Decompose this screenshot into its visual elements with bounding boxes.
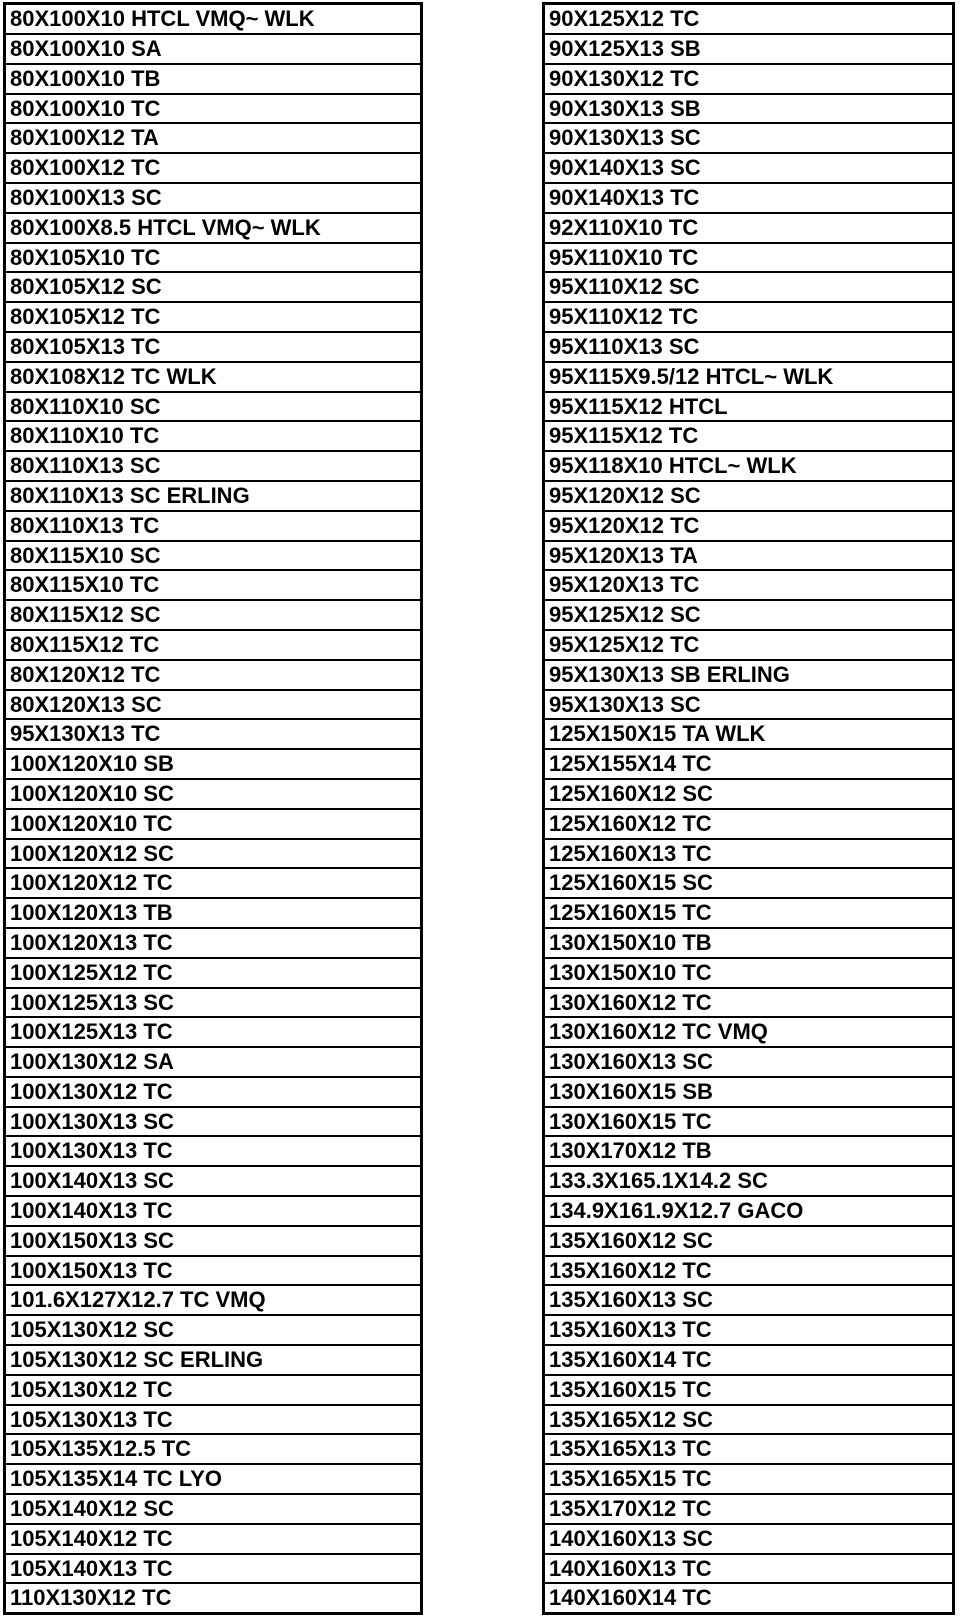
part-cell: 100X125X12 TC: [6, 957, 420, 987]
part-cell: 95X120X12 SC: [545, 480, 952, 510]
part-cell: 95X130X13 SB ERLING: [545, 659, 952, 689]
part-cell: 135X160X15 TC: [545, 1374, 952, 1404]
part-cell: 90X130X13 SC: [545, 122, 952, 152]
part-cell: 135X160X12 TC: [545, 1255, 952, 1285]
part-cell: 101.6X127X12.7 TC VMQ: [6, 1284, 420, 1314]
part-cell: 105X135X12.5 TC: [6, 1433, 420, 1463]
part-cell: 100X120X10 SB: [6, 748, 420, 778]
part-cell: 92X110X10 TC: [545, 212, 952, 242]
part-cell: 140X160X14 TC: [545, 1582, 952, 1612]
part-cell: 135X170X12 TC: [545, 1493, 952, 1523]
part-cell: 95X130X13 SC: [545, 689, 952, 719]
part-cell: 80X115X10 SC: [6, 540, 420, 570]
part-cell: 130X160X13 SC: [545, 1046, 952, 1076]
part-cell: 80X105X12 SC: [6, 271, 420, 301]
part-cell: 80X105X12 TC: [6, 301, 420, 331]
part-cell: 125X160X13 TC: [545, 838, 952, 868]
part-cell: 125X155X14 TC: [545, 748, 952, 778]
part-cell: 90X125X12 TC: [549, 6, 700, 31]
part-cell: 130X170X12 TB: [545, 1135, 952, 1165]
part-cell: 100X130X13 SC: [6, 1106, 420, 1136]
part-cell: 135X165X15 TC: [545, 1463, 952, 1493]
part-cell: 105X130X12 SC ERLING: [6, 1344, 420, 1374]
part-cell: 135X160X12 SC: [545, 1225, 952, 1255]
part-cell: 95X115X9.5/12 HTCL~ WLK: [545, 361, 952, 391]
part-cell: 100X150X13 SC: [6, 1225, 420, 1255]
part-cell: 80X110X13 TC: [6, 510, 420, 540]
part-cell: 100X125X13 SC: [6, 987, 420, 1017]
part-cell: 105X140X12 TC: [6, 1523, 420, 1553]
part-cell: 95X115X12 TC: [545, 420, 952, 450]
part-cell: 130X160X15 SB: [545, 1076, 952, 1106]
part-cell: 100X120X10 TC: [6, 808, 420, 838]
part-cell: 125X160X12 SC: [545, 778, 952, 808]
part-cell: 105X130X12 TC: [6, 1374, 420, 1404]
part-cell: 80X100X10 SA: [6, 33, 420, 63]
part-cell: 90X130X12 TC: [545, 63, 952, 93]
part-cell: 80X115X12 SC: [6, 599, 420, 629]
part-cell: 90X125X13 SB: [545, 33, 952, 63]
part-cell: 140X160X13 TC: [545, 1553, 952, 1583]
part-cell: 105X130X12 SC: [6, 1314, 420, 1344]
part-cell: 100X120X10 SC: [6, 778, 420, 808]
part-cell: 125X160X15 SC: [545, 867, 952, 897]
part-cell: 80X100X10 TC: [6, 93, 420, 123]
part-cell: 95X110X12 TC: [545, 301, 952, 331]
part-cell: 100X130X13 TC: [6, 1135, 420, 1165]
part-cell: 100X125X13 TC: [6, 1016, 420, 1046]
part-cell: 95X120X12 TC: [545, 510, 952, 540]
part-cell: 140X160X13 SC: [545, 1523, 952, 1553]
right-part-column: [542, 2, 955, 1615]
part-cell: 125X150X15 TA WLK: [545, 718, 952, 748]
part-cell: 133.3X165.1X14.2 SC: [545, 1165, 952, 1195]
part-cell: 80X110X13 SC: [6, 450, 420, 480]
part-cell: 90X130X13 SB: [545, 93, 952, 123]
part-cell: 105X135X14 TC LYO: [6, 1463, 420, 1493]
part-cell: 130X150X10 TC: [545, 957, 952, 987]
part-cell: 100X140X13 TC: [6, 1195, 420, 1225]
part-cell: 95X118X10 HTCL~ WLK: [545, 450, 952, 480]
part-cell: 80X110X10 SC: [6, 391, 420, 421]
part-cell: 100X120X12 SC: [6, 838, 420, 868]
part-cell: 130X160X12 TC: [545, 987, 952, 1017]
part-cell: 80X115X12 TC: [6, 629, 420, 659]
part-cell: 100X120X13 TB: [6, 897, 420, 927]
part-cell: 80X100X13 SC: [6, 182, 420, 212]
part-cell: 135X160X14 TC: [545, 1344, 952, 1374]
part-cell: 100X140X13 SC: [6, 1165, 420, 1195]
part-cell: 100X130X12 SA: [6, 1046, 420, 1076]
part-cell: 105X140X13 TC: [6, 1553, 420, 1583]
part-cell: 95X110X13 SC: [545, 331, 952, 361]
part-cell: 135X160X13 SC: [545, 1284, 952, 1314]
part-cell: 125X160X12 TC: [545, 808, 952, 838]
part-cell: 125X160X15 TC: [545, 897, 952, 927]
part-cell: 80X110X13 SC ERLING: [6, 480, 420, 510]
part-cell: 135X165X12 SC: [545, 1404, 952, 1434]
part-cell: 130X160X15 TC: [545, 1106, 952, 1136]
part-cell: 95X110X10 TC: [545, 242, 952, 272]
part-cell: 80X110X10 TC: [6, 420, 420, 450]
part-cell: 80X100X12 TC: [6, 152, 420, 182]
part-cell: 135X165X13 TC: [545, 1433, 952, 1463]
part-cell: 130X160X12 TC VMQ: [545, 1016, 952, 1046]
part-cell: 100X130X12 TC: [6, 1076, 420, 1106]
part-cell: 105X130X13 TC: [6, 1404, 420, 1434]
part-cell: 80X100X10 TB: [6, 63, 420, 93]
part-cell: 95X125X12 TC: [545, 629, 952, 659]
part-cell: 100X150X13 TC: [6, 1255, 420, 1285]
part-cell: 80X105X10 TC: [6, 242, 420, 272]
part-cell: 135X160X13 TC: [545, 1314, 952, 1344]
part-cell: 134.9X161.9X12.7 GACO: [545, 1195, 952, 1225]
part-cell: 80X115X10 TC: [6, 569, 420, 599]
part-cell: 95X125X12 SC: [545, 599, 952, 629]
part-cell: 80X120X13 SC: [6, 689, 420, 719]
part-cell: 80X108X12 TC WLK: [6, 361, 420, 391]
part-cell: 80X105X13 TC: [6, 331, 420, 361]
part-cell: 90X140X13 SC: [545, 152, 952, 182]
part-cell: 95X115X12 HTCL: [545, 391, 952, 421]
part-cell: 95X120X13 TA: [545, 540, 952, 570]
part-cell: 80X100X12 TA: [6, 122, 420, 152]
part-cell: 80X100X10 HTCL VMQ~ WLK: [10, 6, 315, 31]
part-cell: 95X120X13 TC: [545, 569, 952, 599]
part-cell: 95X130X13 TC: [6, 718, 420, 748]
left-part-column: [3, 2, 423, 1615]
part-cell: 90X140X13 TC: [545, 182, 952, 212]
part-cell: 80X120X12 TC: [6, 659, 420, 689]
part-cell: 100X120X13 TC: [6, 927, 420, 957]
part-cell: 105X140X12 SC: [6, 1493, 420, 1523]
part-cell: 130X150X10 TB: [545, 927, 952, 957]
part-cell: 100X120X12 TC: [6, 867, 420, 897]
part-cell: 110X130X12 TC: [6, 1582, 420, 1612]
part-cell: 80X100X8.5 HTCL VMQ~ WLK: [6, 212, 420, 242]
part-cell: 95X110X12 SC: [545, 271, 952, 301]
